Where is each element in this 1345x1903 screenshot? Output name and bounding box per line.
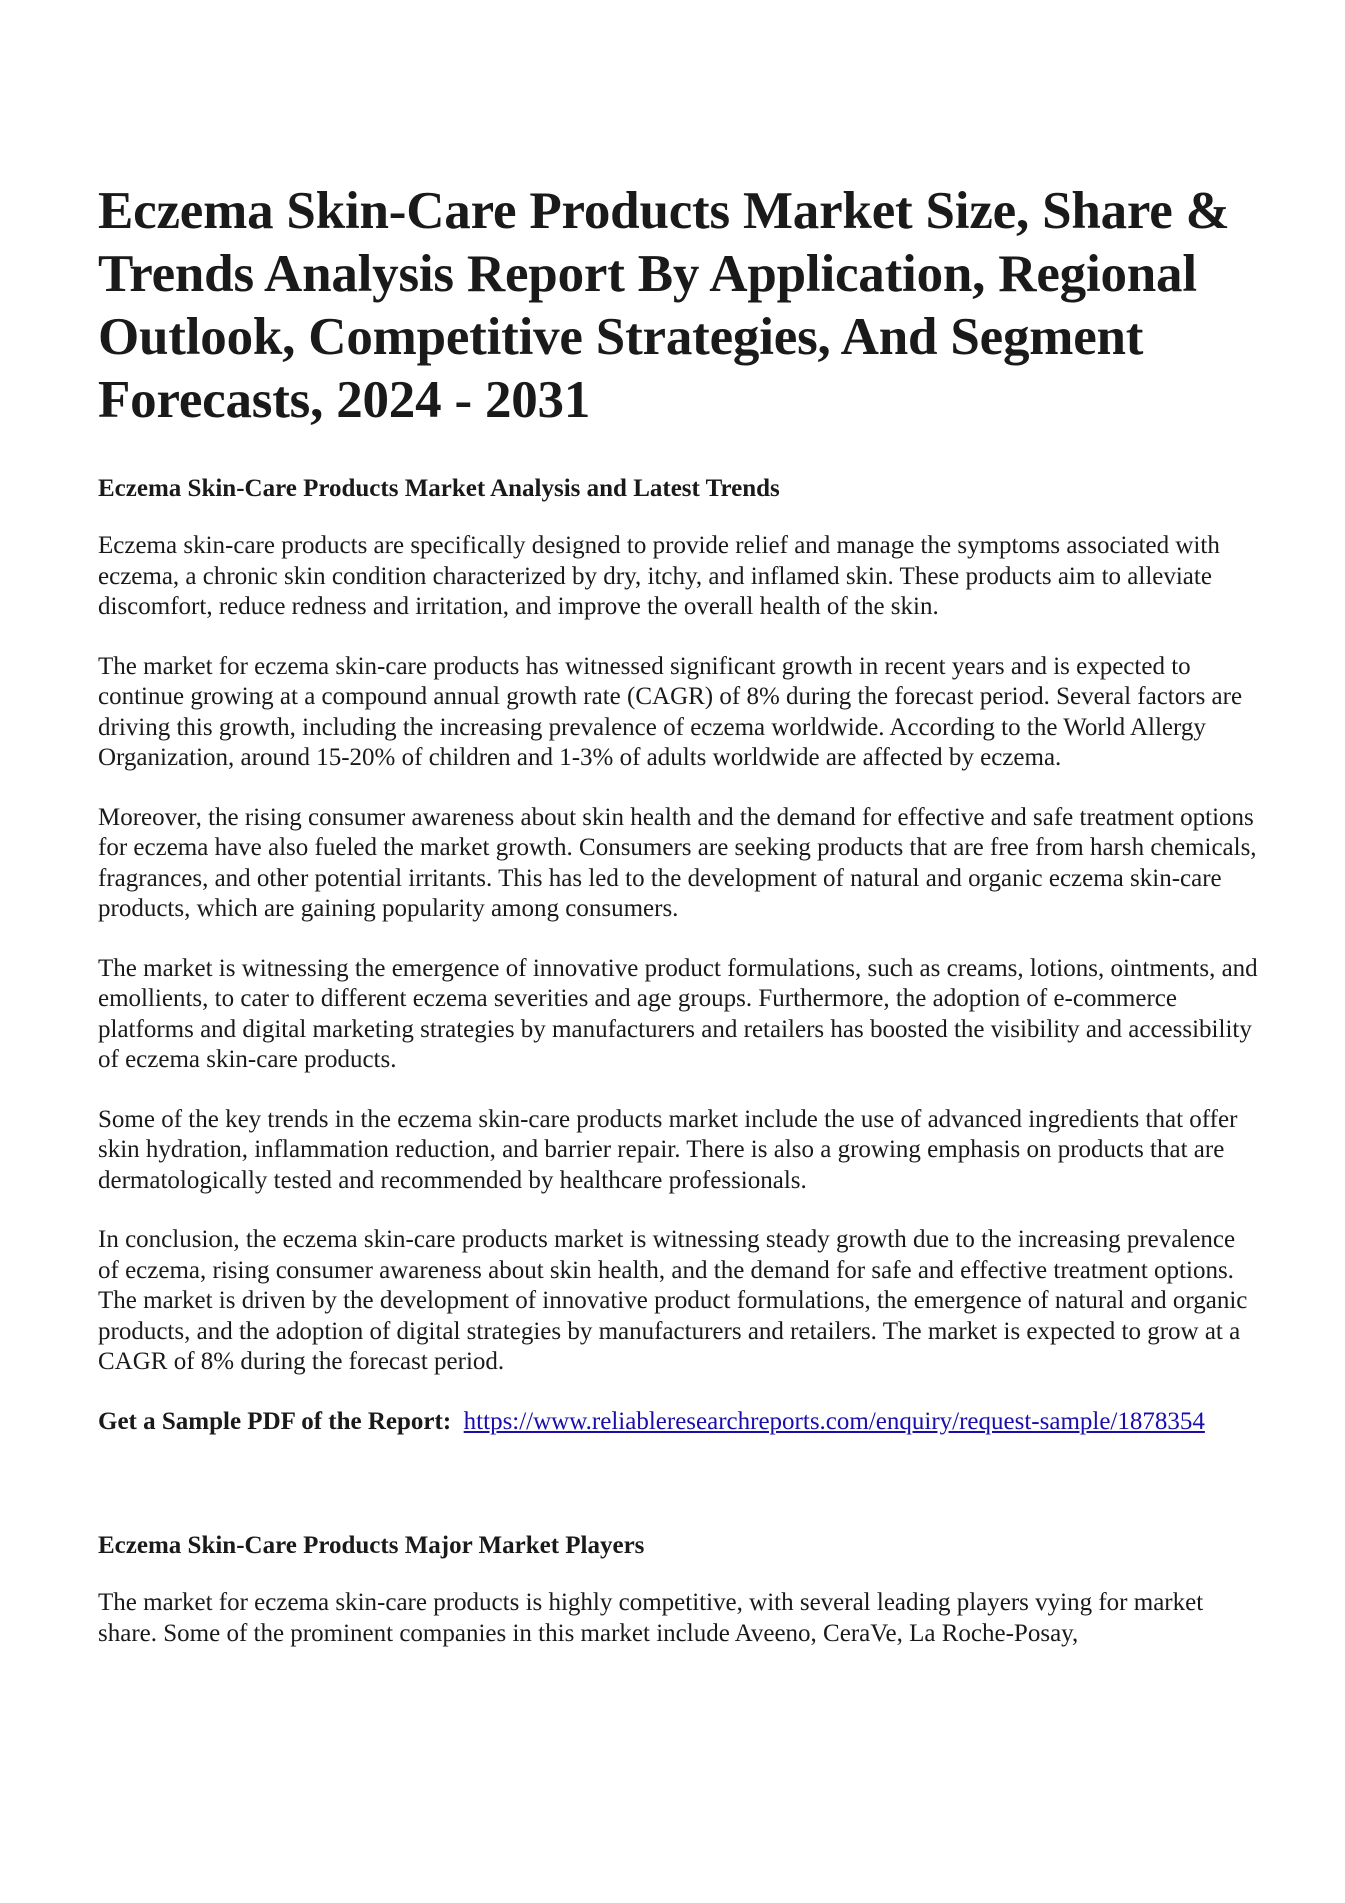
document-title: Eczema Skin-Care Products Market Size, Share & Trends Analysis Report By Application, Regional Outlook, Competitive Strategies, And Segment Forecasts, 2024 - 2031: [98, 182, 1230, 429]
paragraph: The market for eczema skin-care products is highly competitive, with several leading players vying for market share. Some of the prominent companies in this market include Aveeno, CeraVe, La Roche-Posay,: [98, 1589, 1204, 1647]
document-page: [98, 180, 1258, 1649]
paragraph: Moreover, the rising consumer awareness about skin health and the demand for effective and safe treatment options for eczema have also fueled the market growth. Consumers are seeking products that are free from harsh chemicals, fragrances, and other potential irritants. This has led to the development of natural and organic eczema skin-care products, which are gaining popularity among consumers.: [98, 803, 1257, 922]
section-heading-analysis: Eczema Skin-Care Products Market Analysis and Latest Trends: [98, 475, 780, 502]
section-heading-players: Eczema Skin-Care Products Major Market Players: [98, 1532, 645, 1559]
paragraph: The market is witnessing the emergence of innovative product formulations, such as creams, lotions, ointments, and emollients, to cater to different eczema severities and age groups. Furthermore, the adoption of e-commerce platforms and digital marketing strategies by manufacturers and retailers has boosted the visibility and accessibility of eczema skin-care products.: [98, 954, 1258, 1073]
paragraph: The market for eczema skin-care products has witnessed significant growth in recent years and is expected to continue growing at a compound annual growth rate (CAGR) of 8% during the forecast period. Several factors are driving this growth, including the increasing prevalence of eczema worldwide. According to the World Allergy Organization, around 15-20% of children and 1-3% of adults worldwide are affected by eczema.: [98, 652, 1243, 771]
sample-pdf-line: [98, 1407, 1258, 1438]
sample-pdf-link[interactable]: https://www.reliableresearchreports.com/enquiry/request-sample/1878354: [463, 1407, 1205, 1435]
paragraph: Eczema skin-care products are specifically designed to provide relief and manage the symptoms associated with eczema, a chronic skin condition characterized by dry, itchy, and inflamed skin. These products aim to alleviate discomfort, reduce redness and irritation, and improve the overall health of the skin.: [98, 532, 1220, 620]
paragraph: Some of the key trends in the eczema skin-care products market include the use of advanced ingredients that offer skin hydration, inflammation reduction, and barrier repair. There is also a growing emphasis on products that are dermatologically tested and recommended by healthcare professionals.: [98, 1105, 1238, 1194]
paragraph: In conclusion, the eczema skin-care products market is witnessing steady growth due to the increasing prevalence of eczema, rising consumer awareness about skin health, and the demand for safe and effective treatment options. The market is driven by the development of innovative product formulations, the emergence of natural and organic products, and the adoption of digital strategies by manufacturers and retailers. The market is expected to grow at a CAGR of 8% during the forecast period.: [98, 1226, 1248, 1375]
sample-pdf-label: Get a Sample PDF of the Report:: [98, 1407, 452, 1435]
